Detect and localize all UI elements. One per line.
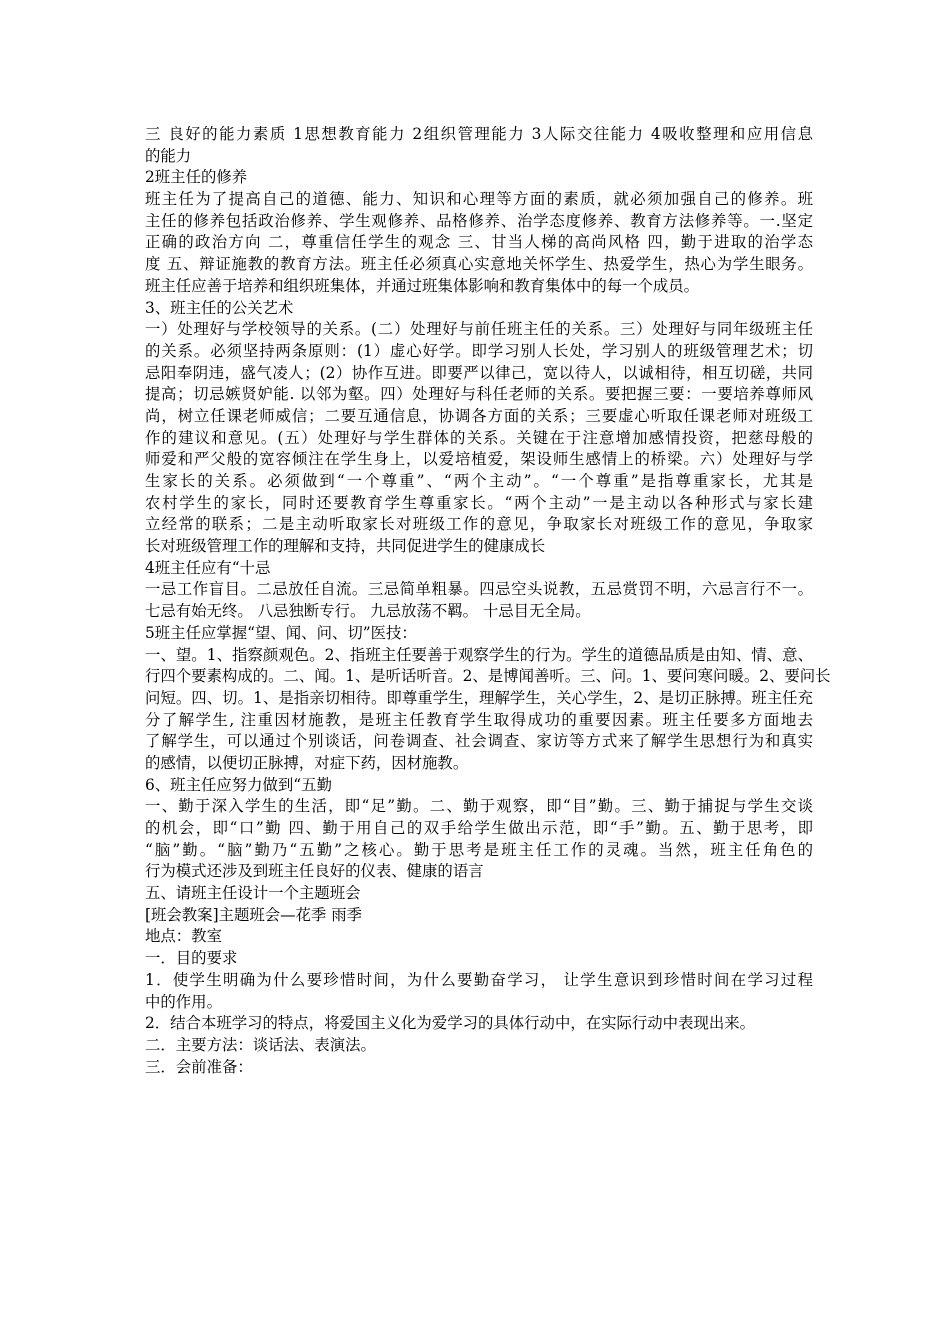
text-line: 一忌工作盲目。二忌放任自流。三忌简单粗暴。四忌空头说教，五忌赏罚不明，六忌言行不一。 — [145, 580, 813, 599]
text-line: 长对班级管理工作的理解和支持，共同促进学生的健康成长 — [145, 537, 546, 556]
text-line: 提高；切忌嫉贤妒能. 以邻为壑。四）处理好与科任老师的关系。要把握三要：一要培养尊师风 — [145, 385, 813, 404]
text-line: 行四个要素构成的。二、闻。1、是听话听音。2、是博闻善听。三、问。1、要问寒问暖。2、要问长 — [145, 667, 831, 686]
text-line: 的感情，以便切正脉搏，对症下药，因材施教。 — [145, 753, 469, 772]
text-line: 一）处理好与学校领导的关系。(二）处理好与前任班主任的关系。三）处理好与同年级班主任 — [145, 320, 813, 339]
text-line: 生家长的关系。必须做到“一个尊重”、“两个主动”。“一个尊重”是指尊重家长，尤其是 — [145, 472, 813, 490]
text-line: 地点：教室 — [145, 927, 222, 946]
text-line: 的机会，即“口”勤 四、勤于用自己的双手给学生做出示范，即“手”勤。五、勤于思考，即 — [145, 819, 813, 837]
text-line: 忌阳奉阴违，盛气凌人；(2）协作互进。即要严以律己，宽以待人，以诚相待，相互切磋，共同 — [145, 363, 813, 382]
text-line: 一、勤于深入学生的生活，即“足”勤。二、勤于观察，即“目”勤。三、勤于捕捉与学生交谈 — [145, 797, 813, 816]
text-line: 二．主要方法：谈话法、表演法。 — [145, 1035, 376, 1054]
text-line: 了解学生，可以通过个别谈话，问卷调查、社会调查、家访等方式来了解学生思想行为和真实 — [145, 732, 813, 751]
text-line: 五、请班主任设计一个主题班会 — [145, 884, 361, 903]
document-page — [145, 124, 831, 1078]
text-line: 中的作用。 — [145, 992, 222, 1011]
text-line: 师爱和严父般的宽容倾注在学生身上，以爱培植爱，架设师生感情上的桥梁。六）处理好与学 — [145, 450, 813, 469]
text-line: 的能力 — [145, 146, 192, 165]
text-line: 三．会前准备： — [145, 1057, 253, 1076]
text-line: 1．使学生明确为什么要珍惜时间，为什么要勤奋学习， 让学生意识到珍惜时间在学习过程 — [145, 970, 813, 989]
text-line: 3、班主任的公关艺术 — [145, 298, 294, 317]
text-line: 班主任为了提高自己的道德、能力、知识和心理等方面的素质，就必须加强自己的修养。班 — [145, 190, 813, 209]
text-line: 一．目的要求 — [145, 949, 238, 968]
text-line: 度 五、辩证施教的教育方法。班主任必须真心实意地关怀学生、热爱学生，热心为学生眼务。 — [145, 255, 813, 274]
text-line: 的关系。必须坚持两条原则：(1）虚心好学。即学习别人长处，学习别人的班级管理艺术；切 — [145, 341, 813, 360]
text-line: 分了解学生, 注重因材施教，是班主任教育学生取得成功的重要因素。班主任要多方面地去 — [145, 710, 813, 729]
text-line: [班会教案]主题班会—花季 雨季 — [145, 905, 362, 924]
text-line: 5班主任应掌握“望、闻、问、切”医技： — [145, 623, 417, 642]
text-line: 2．结合本班学习的特点，将爱国主义化为爱学习的具体行动中，在实际行动中表现出来。 — [145, 1014, 756, 1033]
text-line: 4班主任应有“十忌 — [145, 558, 271, 577]
text-line: 正确的政治方向 二，尊重信任学生的观念 三、甘当人梯的高尚风格 四，勤于进取的治学态 — [145, 233, 813, 252]
text-line: 农村学生的家长，同时还要教育学生尊重家长。“两个主动”一是主动以各种形式与家长建 — [145, 493, 813, 512]
document-body — [145, 124, 831, 1078]
text-line: 七忌有始无终。 八忌独断专行。 九忌放荡不羁。 十忌目无全局。 — [145, 602, 591, 621]
text-line: 6、班主任应努力做到“五勤 — [145, 775, 332, 794]
text-line: 2班主任的修养 — [145, 168, 248, 187]
text-line: 主任的修养包括政治修养、学生观修养、品格修养、治学态度修养、教育方法修养等。一.坚定 — [145, 211, 813, 230]
text-line: “脑”勤。“脑”勤乃“五勤”之核心。勤于思考是班主任工作的灵魂。当然，班主任角色的 — [145, 840, 813, 859]
text-line: 立经常的联系；二是主动听取家长对班级工作的意见，争取家长对班级工作的意见，争取家 — [145, 515, 813, 534]
text-line: 行为模式还涉及到班主任良好的仪表、健康的语言 — [145, 862, 484, 881]
text-line: 问短。四、切。1、是指亲切相待。即尊重学生，理解学生，关心学生，2、是切正脉搏。班主任充 — [145, 688, 813, 707]
text-line: 尚，树立任课老师威信；二要互通信息，协调各方面的关系；三要虚心听取任课老师对班级工 — [145, 406, 813, 425]
text-line: 一、望。1、指察颜观色。2、指班主任要善于观察学生的行为。学生的道德品质是由知、情、意、 — [145, 645, 813, 664]
text-line: 三 良好的能力素质 1思想教育能力 2组织管理能力 3人际交往能力 4吸收整理和应用信息 — [145, 125, 813, 143]
text-line: 作的建议和意见。(五）处理好与学生群体的关系。关键在于注意增加感情投资，把慈母般的 — [145, 428, 813, 447]
text-line: 班主任应善于培养和组织班集体，并通过班集体影响和教育集体中的每一个成员。 — [145, 276, 700, 295]
